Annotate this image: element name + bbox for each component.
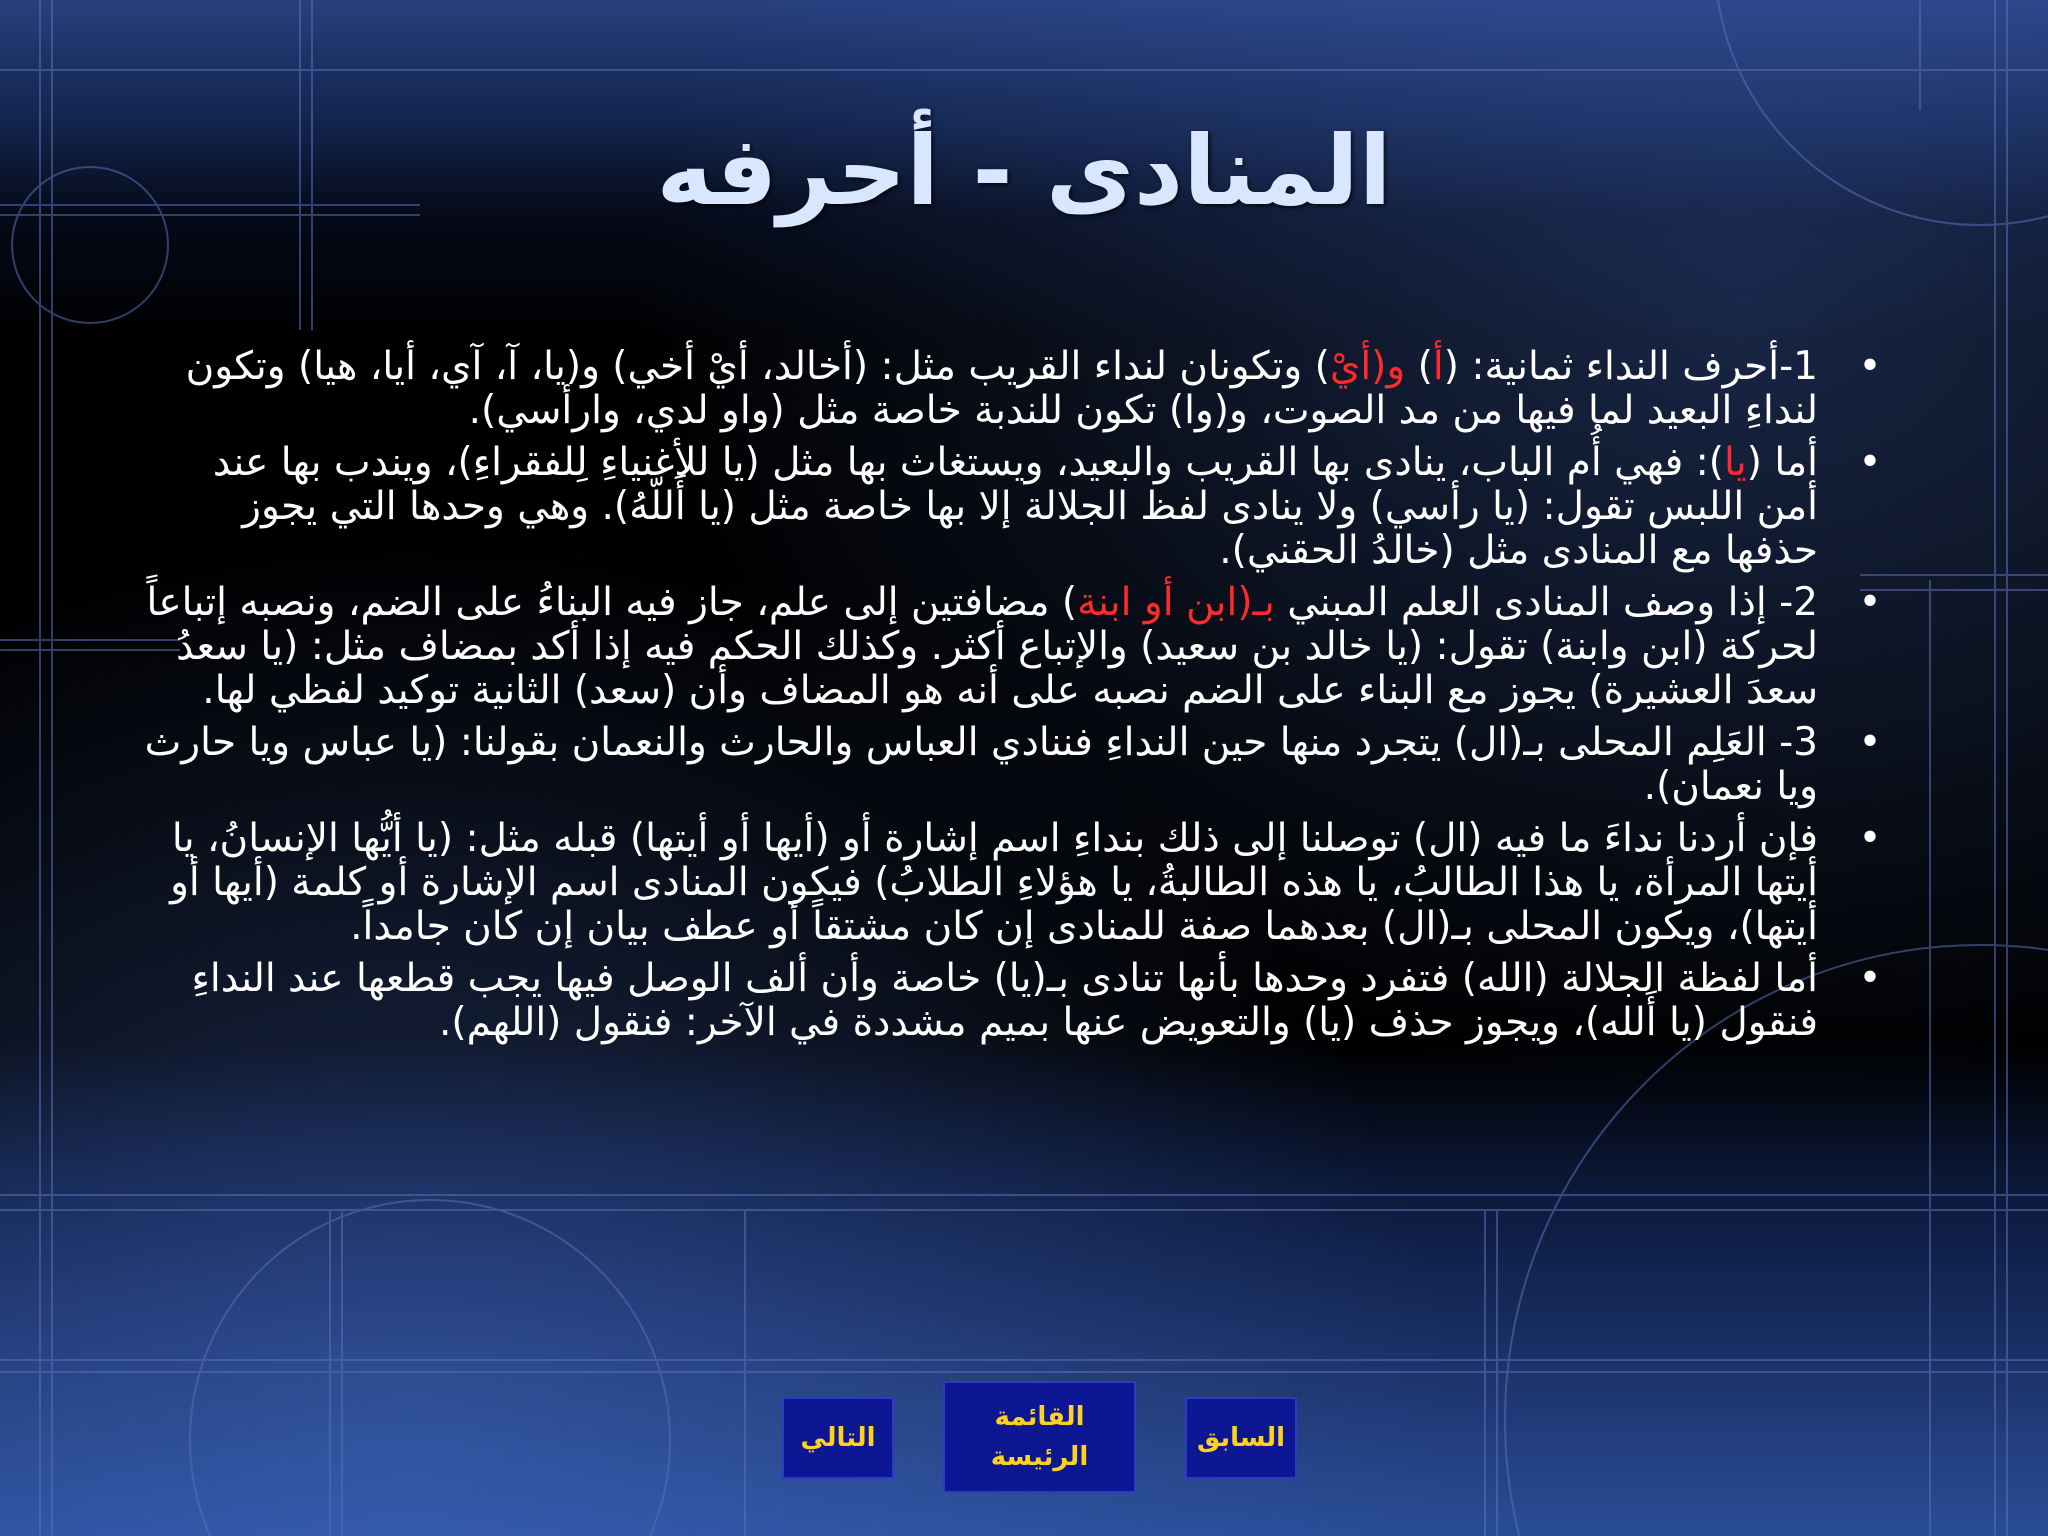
bullet-dot-icon: • — [1858, 580, 1882, 625]
main-menu-label-line1: القائمة — [994, 1402, 1085, 1432]
bullet-dot-icon: • — [1858, 344, 1882, 389]
highlighted-text: و(أيْ — [1329, 344, 1406, 389]
next-button[interactable] — [782, 1397, 894, 1479]
bullet-item — [140, 345, 1890, 433]
text-segment: فإن أردنا نداءَ ما فيه (ال) توصلنا إلى ذلك بنداءِ اسم إشارة أو (أيها أو أيتها) قبله مثل: (يا أيُّها الإنسانُ، يا أيتها المرأة، يا هذا الطالبُ، يا هذه الطالبةُ، يا هؤلاءِ الطلابُ) فيكون المنادى اسم الإشارة أو كلمة (أيها أو أيتها)، ويكون المحلى بـ(ال) بعدهما صفة للمنادى إن كان مشتقاً أو عطف بيان إن كان جامداً. — [170, 816, 1818, 949]
text-segment: ) وتكونان لنداء القريب مثل: (أخالد، أيْ أخي) و(يا، آ، آي، أيا، هيا) وتكون لنداءِ البعيد لما فيها من مد الصوت، و(وا) تكون للندبة خاصة مثل (واو لدي، وارأسي). — [185, 344, 1818, 433]
main-menu-label-line2: الرئيسة — [990, 1442, 1089, 1472]
previous-button-label: السابق — [1196, 1423, 1286, 1453]
text-segment: 2- إذا وصف المنادى العلم المبني — [1274, 580, 1818, 625]
text-segment: أما ( — [1746, 440, 1818, 485]
bullet-text — [145, 720, 1818, 809]
main-menu-button[interactable] — [943, 1381, 1136, 1493]
bullet-dot-icon: • — [1858, 440, 1882, 485]
text-segment: ) مضافتين إلى علم، جاز فيه البناءُ على الضم، ونصبه إتباعاً لحركة (ابن وابنة) تقول: (يا خالد بن سعيد) والإتباع أكثر. وكذلك الحكم فيه إذا أكد بمضاف مثل: (يا سعدُ سعدَ العشيرة) يجوز مع البناء على الضم نصبه على أنه هو المضاف وأن (سعد) الثانية توكيد لفظي لها. — [146, 580, 1818, 713]
bullet-text — [146, 580, 1818, 713]
highlighted-text: أ — [1432, 344, 1444, 389]
bullet-text — [170, 816, 1818, 949]
bullet-text — [186, 344, 1818, 433]
bullet-dot-icon: • — [1858, 956, 1882, 1001]
text-segment: ) — [1405, 344, 1433, 389]
bullet-item — [140, 721, 1890, 809]
main-menu-button-label — [991, 1397, 1088, 1477]
bullet-dot-icon: • — [1858, 720, 1882, 765]
text-segment: ): فهي أُم الباب، ينادى بها القريب والبعيد، ويستغاث بها مثل (يا للأغنياءِ لِلفقراءِ)، ويندب بها عند أمن اللبس تقول: (يا رأسي) ولا ينادى لفظ الجلالة إلا بها خاصة مثل (يا أَللّهُ). وهي وحدها التي يجوز حذفها مع المنادى مثل (خالدُ الحقني). — [212, 440, 1818, 573]
highlighted-text: بـ(ابن أو ابنة — [1077, 580, 1275, 625]
page-title: المنادى - أحرفه — [656, 115, 1392, 227]
bullet-item — [140, 957, 1890, 1045]
bullet-text — [192, 956, 1818, 1045]
text-segment: 1-أحرف النداء ثمانية: ( — [1443, 344, 1818, 389]
next-button-label: التالي — [800, 1423, 876, 1453]
bullet-list — [140, 345, 1890, 1045]
bullet-item — [140, 817, 1890, 949]
text-segment: 3- العَلِم المحلى بـ(ال) يتجرد منها حين النداءِ فننادي العباس والحارث والنعمان بقولنا: (يا عباس ويا حارث ويا نعمان). — [144, 720, 1818, 809]
bullet-dot-icon: • — [1858, 816, 1882, 861]
bullet-item — [140, 581, 1890, 713]
highlighted-text: يا — [1724, 440, 1747, 485]
previous-button[interactable] — [1185, 1397, 1297, 1479]
bullet-text — [213, 440, 1818, 573]
text-segment: أما لفظة الجلالة (الله) فتفرد وحدها بأنها تنادى بـ(يا) خاصة وأن ألف الوصل فيها يجب قطعها عند النداءِ فنقول (يا أَلله)، ويجوز حذف (يا) والتعويض عنها بميم مشددة في الآخر: فنقول (اللهم). — [191, 956, 1818, 1045]
content-body — [140, 345, 1890, 1245]
bullet-item — [140, 441, 1890, 573]
